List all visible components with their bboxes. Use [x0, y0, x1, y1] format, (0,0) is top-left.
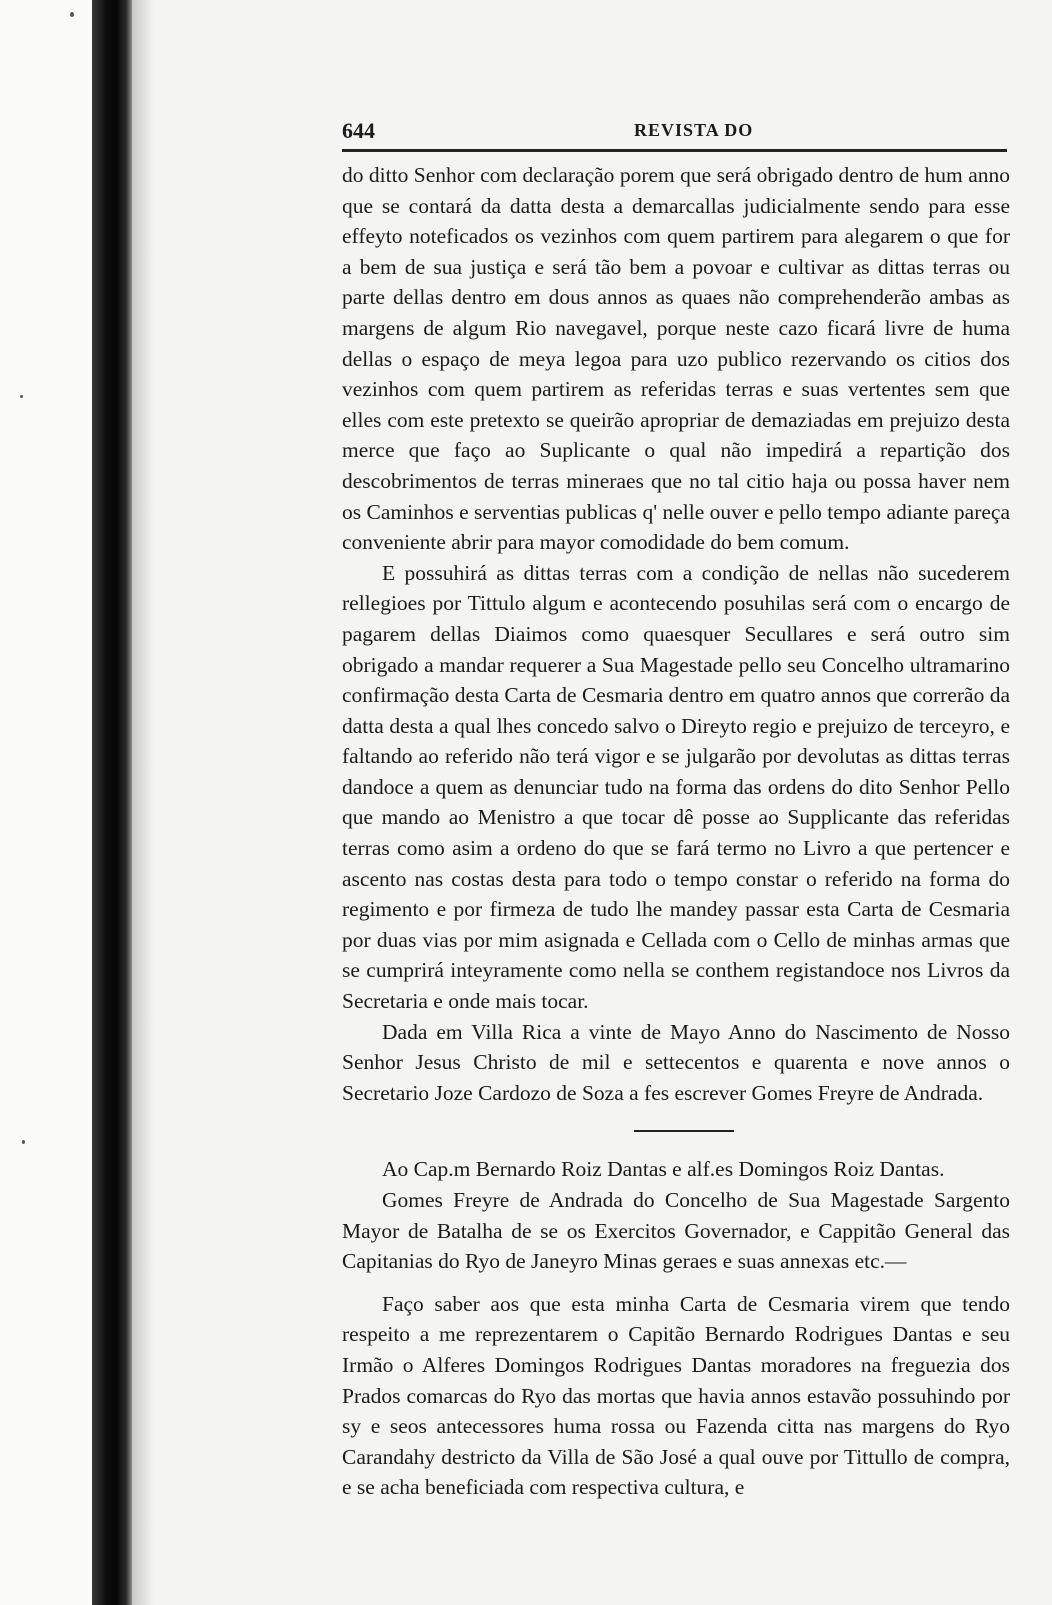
paragraph: E possuhirá as dittas terras com a condição de nellas não sucederem rellegioes por Tittulo algum e acontecendo posuhilas será com o encargo de pagarem dellas Diaimos como quaesquer Secullares e será outro sim obrigado a mandar requerer a Sua Magestade pello seu Concelho ultramarino confirmação desta Carta de Cesmaria dentro em quatro annos que correrão da datta desta a qual lhes concedo salvo o Direyto regio e prejuizo de terceyro, e faltando ao referido não terá vigor e se julgarão por devolutas as dittas terras dandoce a quem as denunciar tudo na forma das ordens do dito Senhor Pello que mando ao Menistro a que tocar dê posse ao Supplicante das referidas terras como asim a ordeno do que se fará termo no Livro a que pertencer e ascento nas costas desta para todo o tempo constar o referido na forma do regimento e por firmeza de tudo lhe mandey passar esta Carta de Cesmaria por duas vias por mim asignada e Cellada com o Cello de minhas armas que se cumprirá inteyramente como nella se conthem registandoce nos Livros da Secretaria e onde mais tocar. — [342, 560, 1011, 1014]
margin-speck — [22, 1140, 25, 1144]
paragraph: Ao Cap.m Bernardo Roiz Dantas e alf.es Domingos Roiz Dantas. — [382, 1157, 945, 1182]
book-spine-shadow — [92, 0, 132, 1605]
margin-speck — [20, 395, 23, 398]
page-header — [342, 112, 1007, 152]
paragraph: do ditto Senhor com declaração porem que será obrigado dentro de hum anno que se contará da datta desta a demarcallas judicialmente sendo para esse effeyto noteficados os vezinhos com quem partirem para alegarem o que for a bem de sua justiça e será tão bem a povoar e cultivar as dittas terras ou parte dellas dentro em dous annos as quaes não comprehenderão ambas as margens de algum Rio navegavel, porque neste cazo ficará livre de huma dellas o espaço de meya legoa para uzo publico rezervando os citios dos vezinhos com quem partirem as referidas terras e suas vertentes sem que elles com este pretexto se queirão apropriar de demaziadas em prejuizo desta merce que faço ao Suplicante o qual não impedirá a repartição dos descobrimentos de terras mineraes que no tal citio haja ou possa haver nem os Caminhos e serventias publicas q' nelle ouver e pello tempo adiante pareça conveniente abrir para mayor comodidade do bem comum. — [342, 163, 1010, 555]
margin-speck — [70, 12, 74, 17]
paragraph: Dada em Villa Rica a vinte de Mayo Anno do Nascimento de Nosso Senhor Jesus Christo de mil e settecentos e quarenta e nove annos o Secretario Joze Cardozo de Soza a fes escrever Gomes Freyre de Andrada. — [342, 1019, 1010, 1105]
running-head: REVISTA DO — [634, 120, 754, 140]
paragraph-gap — [342, 1277, 1010, 1289]
page-number: 644 — [342, 118, 375, 143]
body-text — [342, 160, 1010, 1503]
gutter-shadow — [132, 0, 154, 1605]
paragraph: Faço saber aos que esta minha Carta de Cesmaria virem que tendo respeito a me reprezentarem o Capitão Bernardo Rodrigues Dantas e seu Irmão o Alferes Domingos Rodrigues Dantas moradores na freguezia dos Prados comarcas do Ryo das mortas que havia annos estavão possuhindo por sy e seos antecessores huma rossa ou Fazenda citta nas margens do Ryo Carandahy destricto da Villa de São José a qual ouve por Tittullo de compra, e se acha beneficiada com respectiva cultura, e — [342, 1291, 1010, 1500]
header-rule — [342, 149, 1007, 152]
section-divider — [634, 1130, 734, 1132]
paragraph: Gomes Freyre de Andrada do Concelho de Sua Magestade Sargento Mayor de Batalha de se os Exercitos Governador, e Cappitão General das Capitanias do Ryo de Janeyro Minas geraes e suas annexas etc.— — [342, 1188, 1010, 1274]
page-margin — [0, 0, 92, 1605]
